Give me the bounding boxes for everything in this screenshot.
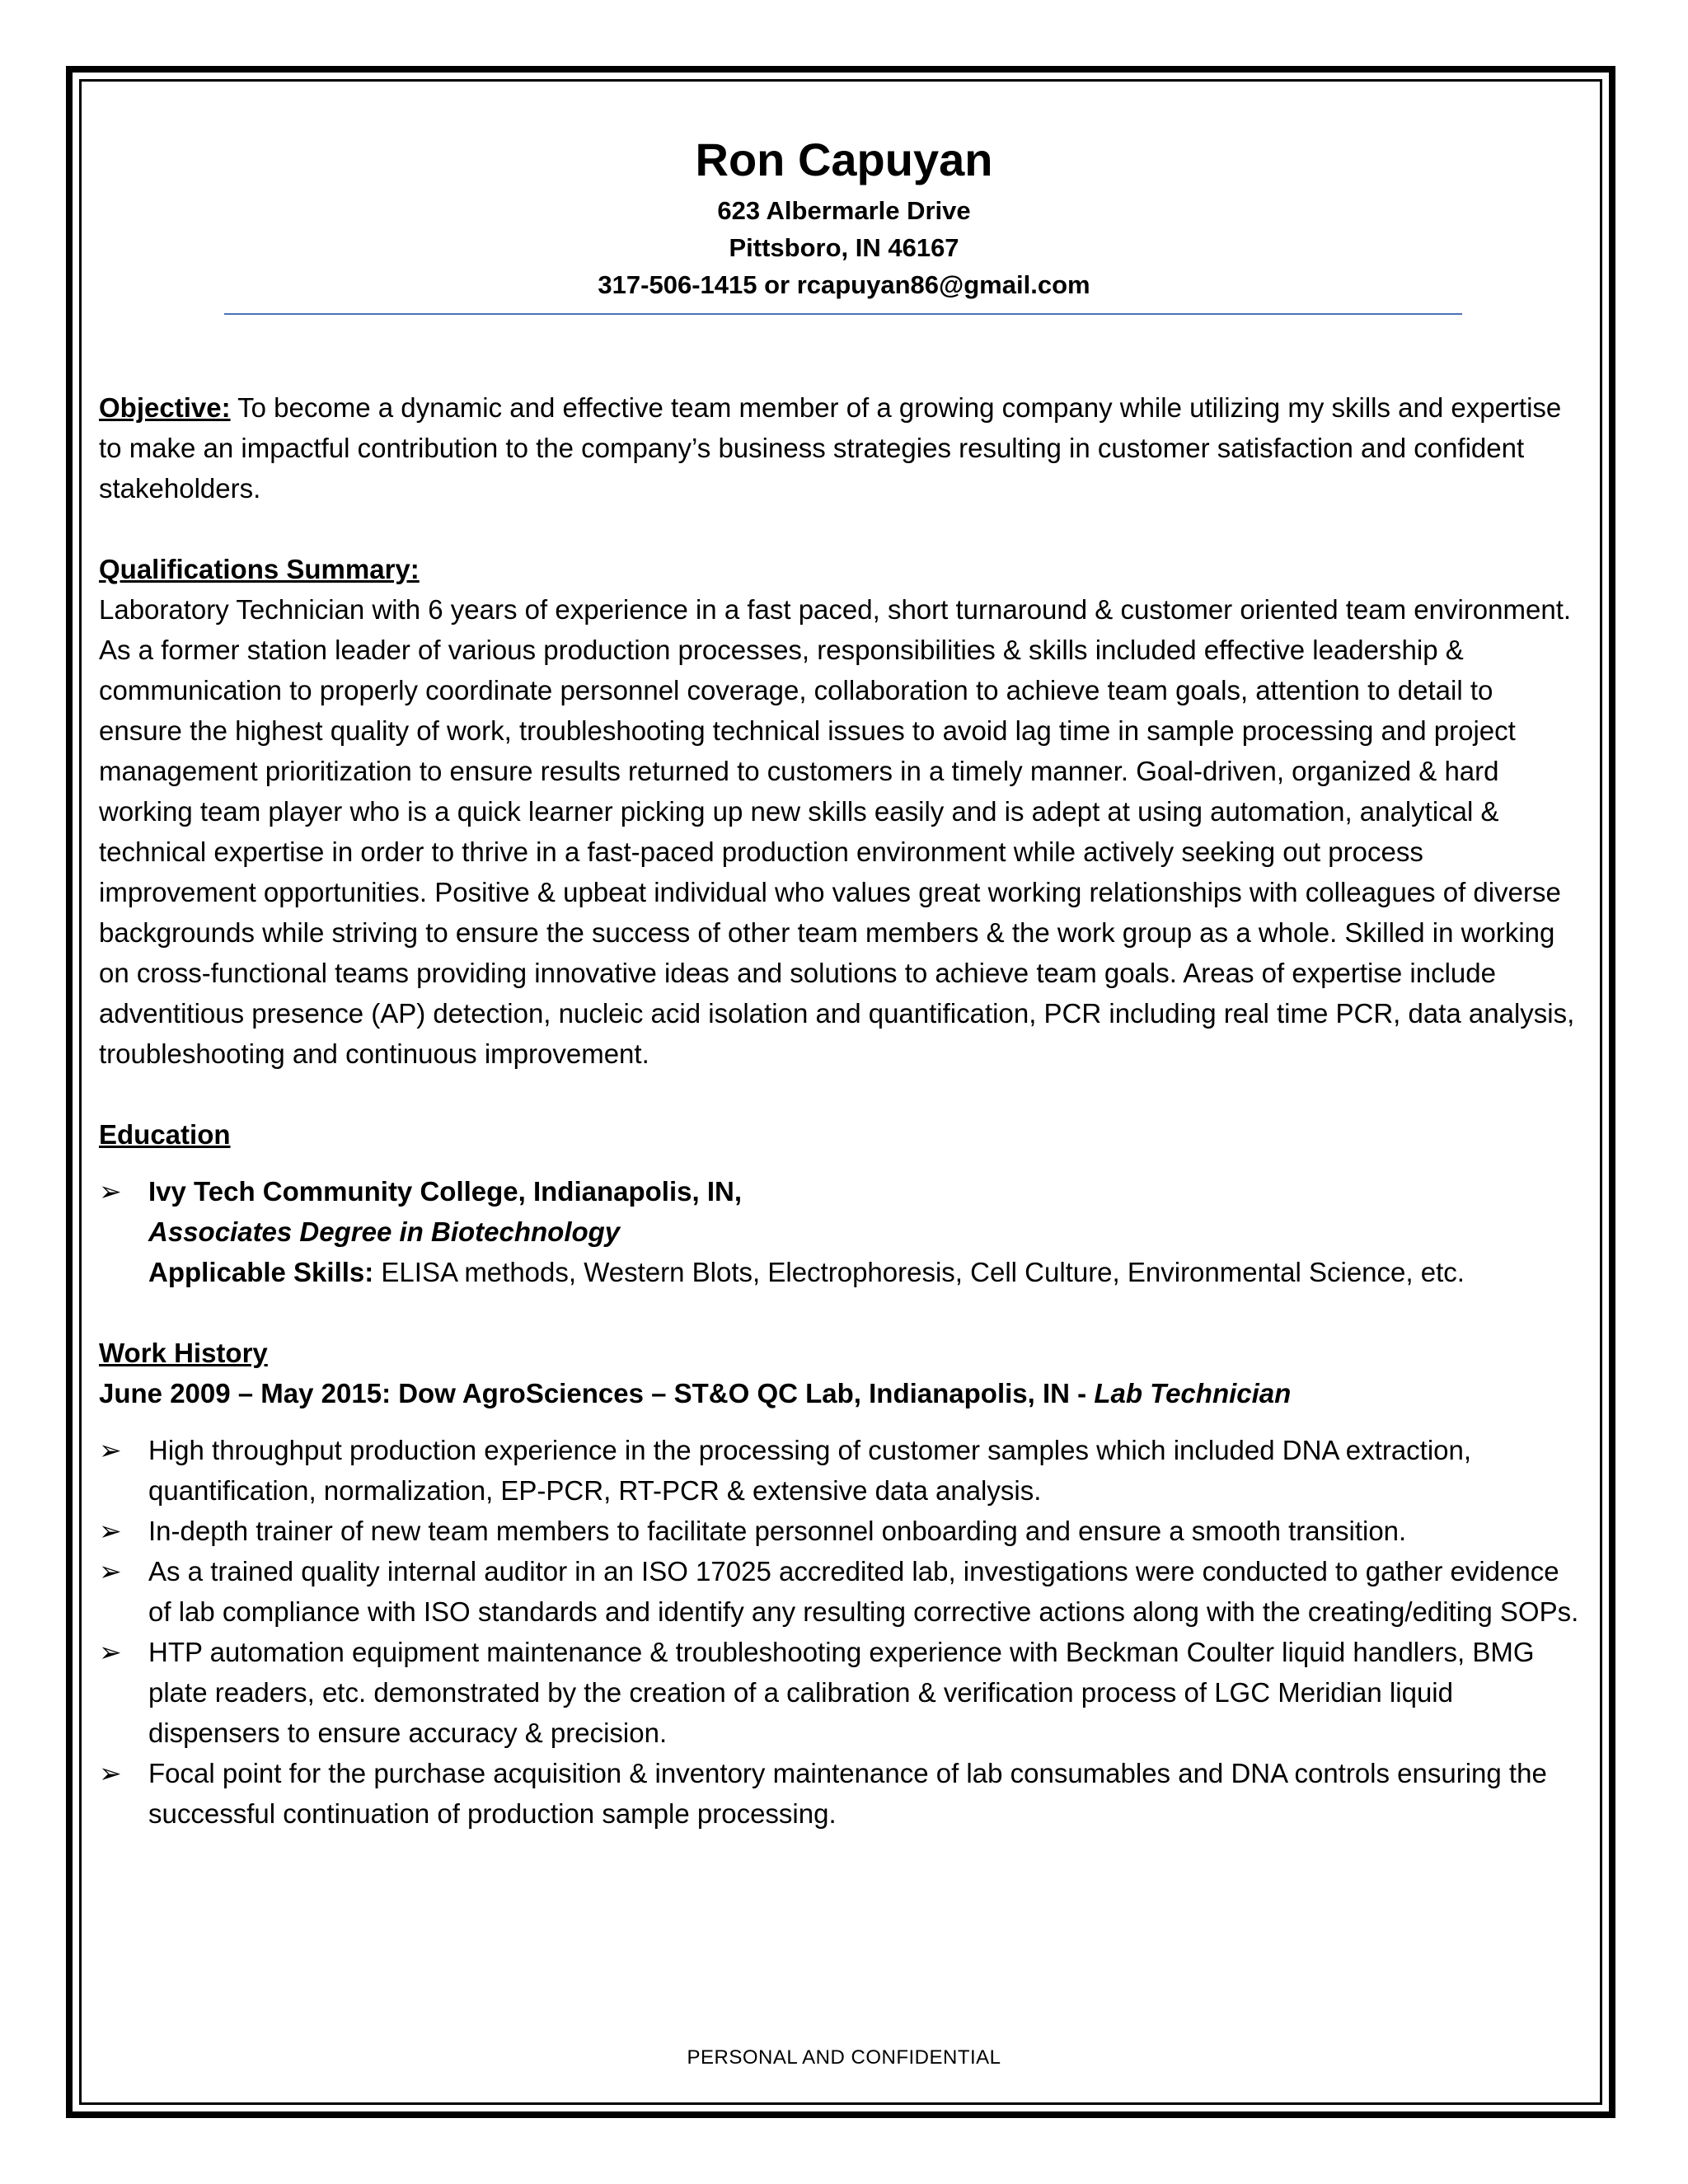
- qualifications-section: [99, 549, 1582, 1074]
- work-bullet: [99, 1753, 1582, 1834]
- address-line-1: 623 Albermarle Drive: [717, 196, 971, 225]
- school-name: Ivy Tech Community College, Indianapolis, IN,: [148, 1176, 743, 1207]
- arrow-bullet-icon: ➢: [99, 1176, 122, 1207]
- work-heading: Work History: [99, 1338, 268, 1368]
- qualifications-text: Laboratory Technician with 6 years of experience in a fast paced, short turnaround & customer oriented team environment. As a former station leader of various production processes, responsibilities & skills included effective leadership & communication to properly coordinate personnel coverage, collaboration to achieve team goals, attention to detail to ensure the highest quality of work, troubleshooting technical issues to avoid lag time in sample processing and project management prioritization to ensure results returned to customers in a timely manner. Goal-driven, organized & hard working team player who is a quick learner picking up new skills easily and is adept at using automation, analytical & technical expertise in order to thrive in a fast-paced production environment while actively seeking out process improvement opportunities. Positive & upbeat individual who values great working relationships with colleagues of diverse backgrounds while striving to ensure the success of other team members & the work group as a whole. Skilled in working on cross-functional teams providing innovative ideas and solutions to achieve team goals. Areas of expertise include adventitious presence (AP) detection, nucleic acid isolation and quantification, PCR including real time PCR, data analysis, troubleshooting and continuous improvement.: [99, 594, 1575, 1069]
- education-heading: Education: [99, 1119, 231, 1150]
- qualifications-heading: Qualifications Summary:: [99, 554, 420, 584]
- work-bullet-text: In-depth trainer of new team members to facilitate personnel onboarding and ensure a smooth transition.: [148, 1516, 1407, 1546]
- work-bullets: [99, 1430, 1582, 1834]
- objective-section: [99, 387, 1582, 509]
- objective-heading: Objective:: [99, 392, 231, 423]
- education-section: [99, 1114, 1582, 1292]
- resume-body: [99, 387, 1582, 1874]
- skills-text: ELISA methods, Western Blots, Electrophoresis, Cell Culture, Environmental Science, etc.: [373, 1257, 1465, 1287]
- work-bullet: [99, 1632, 1582, 1753]
- position-line: [99, 1373, 1582, 1413]
- work-bullet: [99, 1551, 1582, 1632]
- phone-email: 317-506-1415 or rcapuyan86@gmail.com: [598, 270, 1090, 299]
- work-bullet-text: As a trained quality internal auditor in an ISO 17025 accredited lab, investigations were conducted to gather evidence of lab compliance with ISO standards and identify any resulting corrective actions along with the creating/editing SOPs.: [148, 1556, 1579, 1627]
- arrow-bullet-icon: ➢: [99, 1637, 122, 1667]
- work-bullet: [99, 1430, 1582, 1511]
- work-bullet-text: High throughput production experience in the processing of customer samples which included DNA extraction, quantification, normalization, EP-PCR, RT-PCR & extensive data analysis.: [148, 1435, 1472, 1506]
- degree-name: Associates Degree in Biotechnology: [148, 1216, 621, 1247]
- education-list: [99, 1171, 1582, 1292]
- objective-text: To become a dynamic and effective team member of a growing company while utilizing my skills and expertise to make an impactful contribution to the company’s business strategies resulting in customer satisfaction and confident stakeholders.: [99, 392, 1562, 504]
- skills-label: Applicable Skills:: [148, 1257, 374, 1287]
- work-bullet-text: Focal point for the purchase acquisition & inventory maintenance of lab consumables and DNA controls ensuring the successful continuation of production sample processing.: [148, 1758, 1547, 1829]
- confidential-footer: PERSONAL AND CONFIDENTIAL: [687, 2046, 1001, 2069]
- resume-header: [0, 128, 1688, 303]
- job-title: Lab Technician: [1094, 1378, 1292, 1408]
- work-bullet-text: HTP automation equipment maintenance & troubleshooting experience with Beckman Coulter liquid handlers, BMG plate readers, etc. demonstrated by the creation of a calibration & verification process of LGC Meridian liquid dispensers to ensure accuracy & precision.: [148, 1637, 1535, 1748]
- work-section: [99, 1333, 1582, 1834]
- arrow-bullet-icon: ➢: [99, 1556, 122, 1586]
- candidate-name: Ron Capuyan: [695, 134, 993, 185]
- arrow-bullet-icon: ➢: [99, 1758, 122, 1788]
- position-details: June 2009 – May 2015: Dow AgroSciences – ST&O QC Lab, Indianapolis, IN -: [99, 1378, 1095, 1408]
- applicable-skills: [148, 1252, 1582, 1292]
- education-item: [99, 1171, 1582, 1292]
- arrow-bullet-icon: ➢: [99, 1435, 122, 1465]
- arrow-bullet-icon: ➢: [99, 1516, 122, 1546]
- address-line-2: Pittsboro, IN 46167: [729, 233, 959, 262]
- header-divider: [224, 313, 1462, 315]
- work-bullet: [99, 1511, 1582, 1551]
